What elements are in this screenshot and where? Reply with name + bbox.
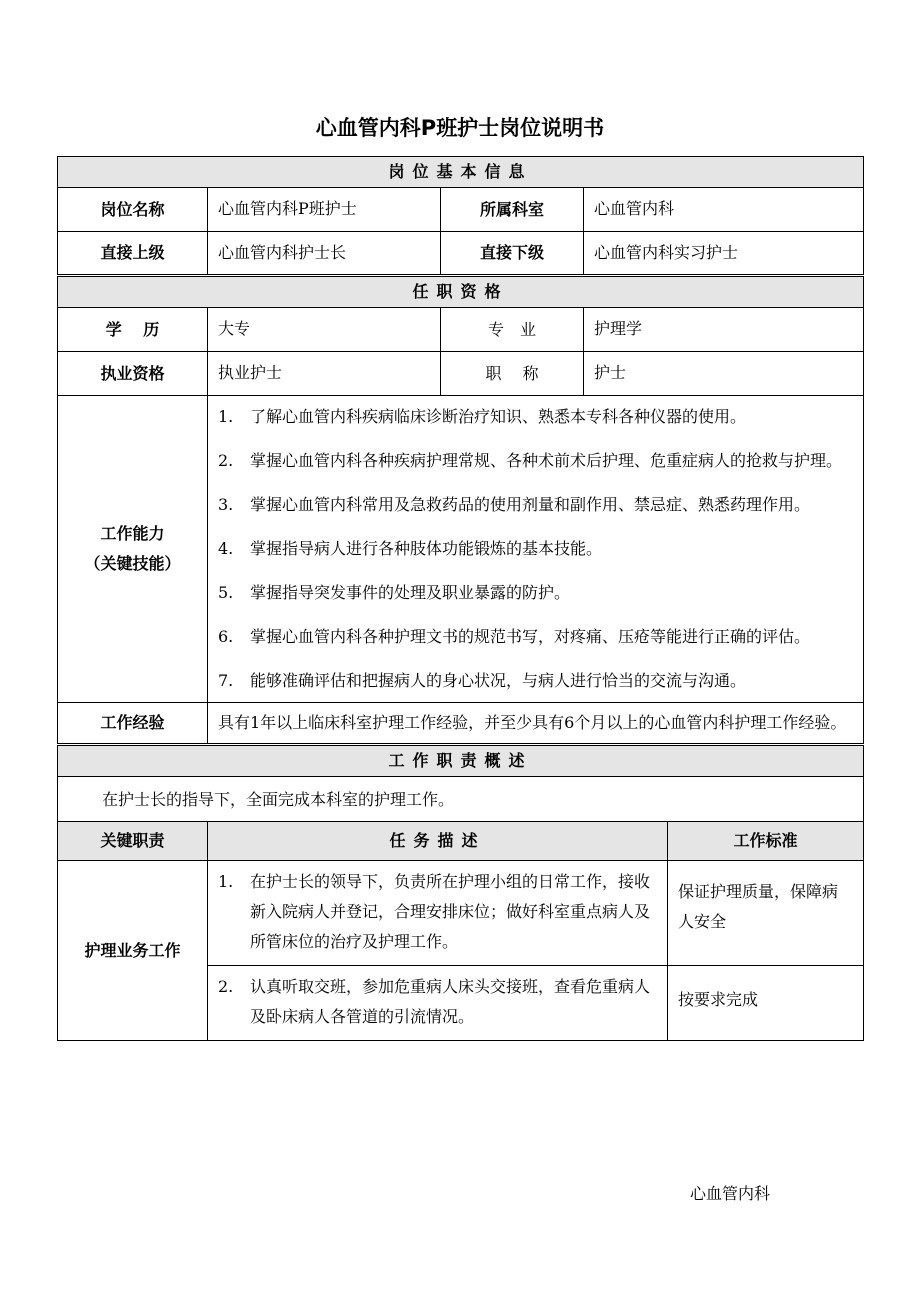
- section-qualification: [58, 276, 864, 308]
- document-title: 心血管内科P班护士岗位说明书: [315, 116, 605, 140]
- post-name-label: 岗位名称: [58, 188, 208, 232]
- major-label: 专 业: [441, 308, 584, 352]
- experience-value: 具有1年以上临床科室护理工作经验，并至少具有6个月以上的心血管内科护理工作经验。: [208, 703, 864, 745]
- list-item: 5. 掌握指导突发事件的处理及职业暴露的防护。: [218, 583, 571, 602]
- col-task-desc: 任务描述: [208, 822, 668, 861]
- experience-label: 工作经验: [58, 703, 208, 745]
- ability-list: [208, 396, 864, 703]
- footer-department: 心血管内科: [690, 1184, 771, 1203]
- dept-label: 所属科室: [441, 188, 584, 232]
- subordinate-value: 心血管内科实习护士: [584, 232, 864, 276]
- ability-label: 工作能力: [100, 524, 165, 543]
- license-label: 执业资格: [58, 352, 208, 396]
- list-item: 6. 掌握心血管内科各种护理文书的规范书写，对疼痛、压疮等能进行正确的评估。: [218, 627, 811, 646]
- task-item: 2. 认真听取交班，参加危重病人床头交接班，查看危重病人及卧床病人各管道的引流情况。: [208, 966, 668, 1041]
- dept-value: 心血管内科: [584, 188, 864, 232]
- task-standard: 保证护理质量，保障病人安全: [668, 861, 864, 966]
- list-item: 1. 了解心血管内科疾病临床诊断治疗知识、熟悉本专科各种仪器的使用。: [218, 407, 747, 426]
- section-header: 工作职责概述: [58, 745, 864, 777]
- major-value: 护理学: [584, 308, 864, 352]
- title-value: 护士: [584, 352, 864, 396]
- section-header: 岗位基本信息: [58, 157, 864, 188]
- license-value: 执业护士: [208, 352, 441, 396]
- list-item: 7. 能够准确评估和把握病人的身心状况，与病人进行恰当的交流与沟通。: [218, 671, 747, 690]
- section-header: 任职资格: [58, 276, 864, 308]
- task-standard: 按要求完成: [668, 966, 864, 1041]
- ability-sublabel: （关键技能）: [84, 554, 181, 573]
- section-duty: [58, 745, 864, 777]
- title-label: 职 称: [441, 352, 584, 396]
- education-value: 大专: [208, 308, 441, 352]
- section-basic-info: [58, 157, 864, 188]
- list-item: 4. 掌握指导病人进行各种肢体功能锻炼的基本技能。: [218, 539, 603, 558]
- duty-summary: 在护士长的指导下，全面完成本科室的护理工作。: [58, 777, 864, 822]
- superior-label: 直接上级: [58, 232, 208, 276]
- col-key-duty: 关键职责: [58, 822, 208, 861]
- post-name-value: 心血管内科P班护士: [208, 188, 441, 232]
- education-label: 学 历: [58, 308, 208, 352]
- list-item: 3. 掌握心血管内科常用及急救药品的使用剂量和副作用、禁忌症、熟悉药理作用。: [218, 495, 811, 514]
- superior-value: 心血管内科护士长: [208, 232, 441, 276]
- duty-group-label: 护理业务工作: [58, 861, 208, 1041]
- col-work-standard: 工作标准: [668, 822, 864, 861]
- task-item: 1. 在护士长的领导下，负责所在护理小组的日常工作，接收新入院病人并登记，合理安排床位；做好科室重点病人及所管床位的治疗及护理工作。: [208, 861, 668, 966]
- subordinate-label: 直接下级: [441, 232, 584, 276]
- list-item: 2. 掌握心血管内科各种疾病护理常规、各种术前术后护理、危重症病人的抢救与护理。: [218, 451, 843, 470]
- job-description-table: [57, 156, 864, 1041]
- ability-label-cell: [58, 396, 208, 703]
